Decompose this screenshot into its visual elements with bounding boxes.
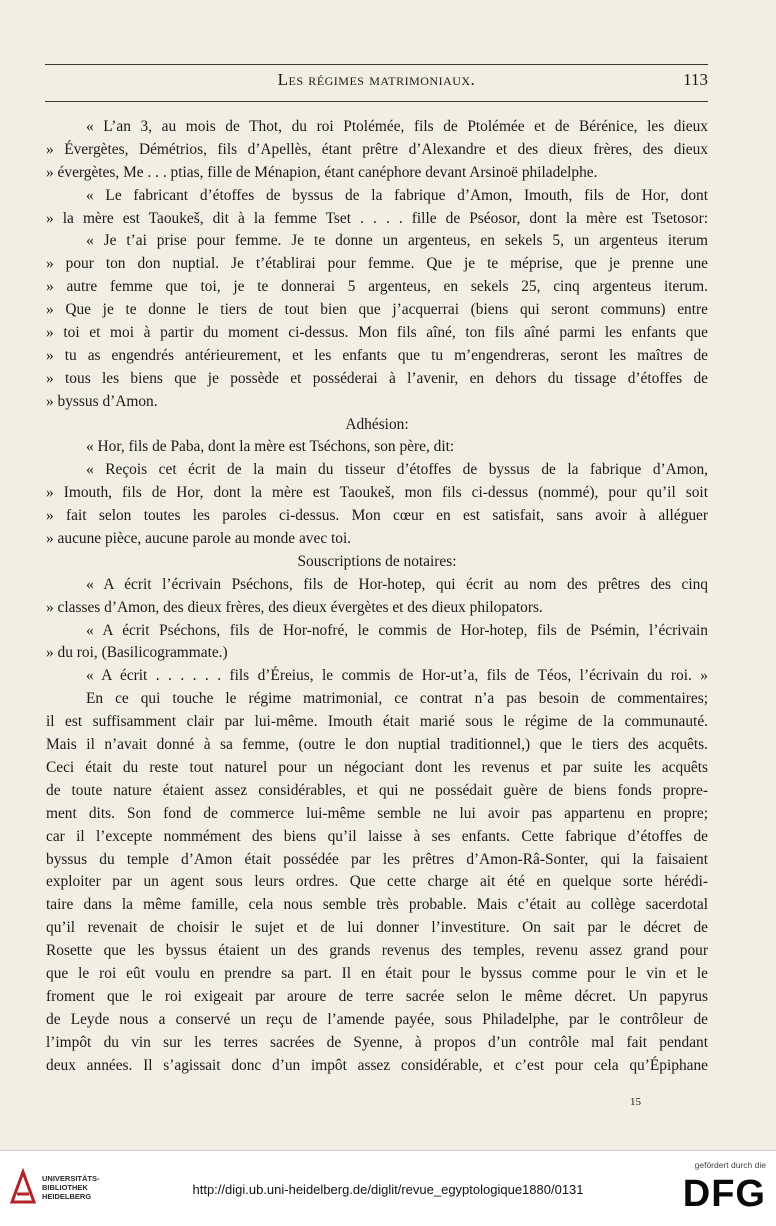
dfg-logo[interactable] — [676, 1160, 766, 1220]
text-line: Ceci était du reste tout naturel pour un négociant dont les revenus et par suite les acquêts — [46, 758, 708, 776]
text-line: Mais il n’avait donné à sa femme, (outre le don nuptial traditionnel,) que le tiers des acquêts. — [46, 736, 708, 754]
signature-mark: 15 — [630, 1096, 641, 1108]
page-number: 113 — [683, 70, 708, 89]
top-rule — [45, 64, 708, 65]
text-line: de toute nature étaient assez considérables, et qui ne possédait guère de biens fonds propre- — [46, 781, 708, 799]
library-name-line: BIBLIOTHEK — [42, 1183, 88, 1192]
text-line: » tu as engendrés antérieurement, et les enfants que tu m’engendreras, seront les maîtres de — [46, 346, 708, 364]
text-line: » toi et moi à partir du moment ci-dessus. Mon fils aîné, ton fils aîné parmi les enfants que — [46, 324, 708, 342]
text-line: » du roi, (Basilicogrammate.) — [46, 644, 228, 662]
running-header — [45, 70, 708, 94]
text-line: En ce qui touche le régime matrimonial, ce contrat n’a pas besoin de commentaires; — [86, 690, 708, 708]
text-line: « A écrit Pséchons, fils de Hor-nofré, le commis de Hor-hotep, fils de Psémin, l’écrivain — [86, 621, 708, 639]
text-line: « L’an 3, au mois de Thot, du roi Ptolémée, fils de Ptolémée et de Bérénice, les dieux — [86, 118, 708, 135]
permalink-url[interactable]: http://digi.ub.uni-heidelberg.de/diglit/revue_egyptologique1880/0131 — [192, 1182, 584, 1197]
text-line: Souscriptions de notaires: — [297, 552, 457, 570]
text-line: « Le fabricant d’étoffes de byssus de la fabrique d’Amon, Imouth, fils de Hor, dont — [86, 186, 708, 204]
text-line: » fait selon toutes les paroles ci-dessus. Mon cœur en est satisfait, sans avoir à alléguer — [46, 507, 708, 525]
text-line: deux années. Il s’agissait donc d’un impôt assez considérable, et c’est pour cela qu’Épiphane — [46, 1056, 708, 1074]
text-line: Rosette que les byssus étaient un des grands revenus des temples, revenu assez grand pour — [46, 942, 708, 960]
viewer-footer — [0, 1150, 776, 1226]
text-line: « Hor, fils de Paba, dont la mère est Tséchons, son père, dit: — [86, 438, 455, 456]
text-line: qu’il revenait de choisir le sujet et de lui donner l’investiture. On sait par le décret de — [46, 919, 708, 937]
library-name-line: HEIDELBERG — [42, 1192, 92, 1201]
text-line: ment dits. Son fond de commerce lui-même semble ne lui avoir pas appartenu en propre; — [46, 804, 708, 822]
library-name-line: UNIVERSITÄTS- — [42, 1174, 100, 1183]
funding-label: gefördert durch die — [694, 1160, 766, 1170]
text-line: « Reçois cet écrit de la main du tisseur d’étoffes de byssus de la fabrique d’Amon, — [86, 461, 708, 479]
text-line: » Imouth, fils de Hor, dont la mère est Taoukeš, mon fils ci-dessus (nommé), pour qu’il soit — [46, 484, 708, 502]
text-line: l’impôt du vin sur les terres sacrées de Syenne, à propos d’un contrôle mal fait pendant — [46, 1033, 708, 1051]
text-line: » aucune pièce, aucune parole au monde avec toi. — [46, 530, 352, 548]
text-line: » Évergètes, Démétrios, fils d’Apellès, étant prêtre d’Alexandre et des dieux frères, des dieux — [46, 140, 708, 158]
text-line: « A écrit l’écrivain Pséchons, fils de Hor-hotep, qui écrit au nom des prêtres des cinq — [86, 575, 708, 593]
text-line: » byssus d’Amon. — [46, 392, 158, 410]
text-line: » autre femme que toi, je te donnerai 5 argenteus, en sekels 25, cinq argenteus iterum. — [46, 278, 708, 296]
footer-rule — [0, 1150, 776, 1151]
text-line: byssus du temple d’Amon était possédée par les prêtres d’Amon-Râ-Sonter, qui la faisaient — [46, 850, 708, 868]
text-line: « A écrit . . . . . . fils d’Éreius, le commis de Hor-ut’a, fils de Téos, l’écrivain du roi. » — [86, 667, 708, 685]
text-line: » pour ton don nuptial. Je t’établirai pour femme. Que je te méprise, que je prenne une — [46, 255, 708, 273]
text-line: froment que le roi exigeait par aroure de terre sacrée selon le même décret. Un papyrus — [46, 987, 708, 1005]
text-line: » tous les biens que je possède et posséderai à l’avenir, en dehors du tissage d’étoffes de — [46, 369, 708, 387]
funder-mark: DFG — [682, 1173, 766, 1215]
text-line: il est suffisamment clair par lui-même. Imouth était marié sous le régime de la communauté. — [46, 713, 708, 731]
text-line: de Leyde nous a conservé un reçu de l’amende payée, sous Philadelphe, par le contrôleur de — [46, 1010, 708, 1028]
header-rule — [45, 101, 708, 102]
text-line: Adhésion: — [345, 415, 409, 433]
running-title: Les régimes matrimoniaux. — [277, 70, 476, 89]
text-line: » la mère est Taoukeš, dit à la femme Tset . . . . fille de Pséosor, dont la mère est Tsetosor: — [46, 209, 708, 227]
text-line: car il l’excepte nommément des biens qu’il laisse à ses enfants. Cette fabrique d’étoffes de — [46, 827, 708, 845]
text-line: » évergètes, Me . . . ptias, fille de Ménapion, étant canéphore devant Arsinoë philadelphe. — [46, 163, 598, 181]
text-line: taire dans la même famille, cela nous semble très probable. Mais c’était au collège sacerdotal — [46, 896, 708, 914]
text-line: » classes d’Amon, des dieux frères, des dieux évergètes et des dieux philopators. — [46, 598, 543, 616]
text-line: « Je t’ai prise pour femme. Je te donne un argenteus, en sekels 5, un argenteus iterum — [86, 232, 708, 250]
text-line: que le roi eût voulu en prendre sa part. Il en était pour le byssus comme pour le vin et le — [46, 964, 708, 982]
text-line: exploiter par un agent sous leurs ordres. Que cette charge ait été en quelque sorte hérédi- — [46, 873, 708, 891]
body-text — [46, 116, 708, 1077]
text-line: » Que je te donne le tiers de tout bien que j’acquerrai (biens qui seront communs) entre — [46, 301, 708, 319]
